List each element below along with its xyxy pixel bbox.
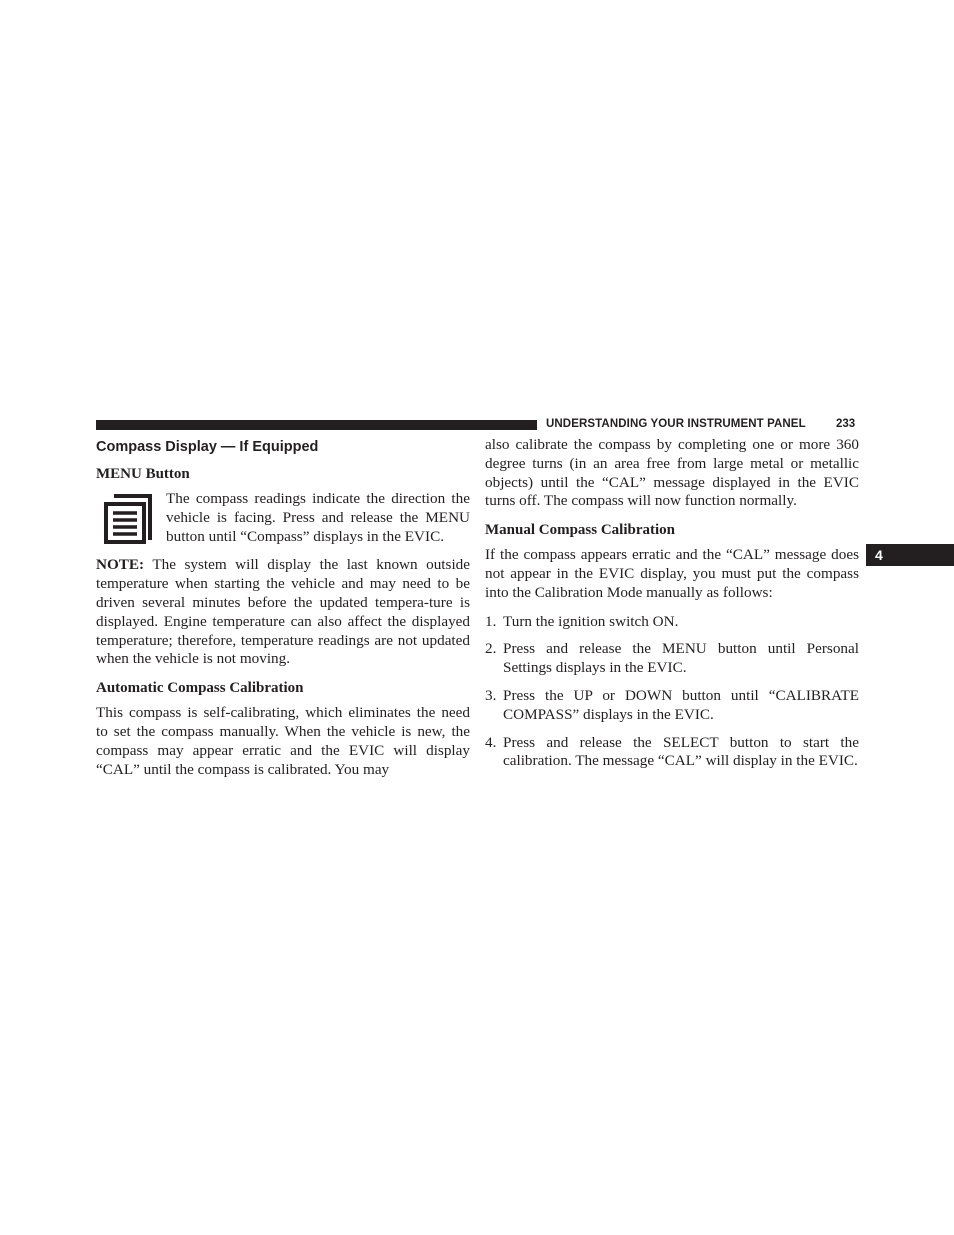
- auto-calibration-heading: Automatic Compass Calibration: [96, 680, 304, 697]
- auto-calibration-text: This compass is self-calibrating, which eliminates the need to set the compass manually. When the vehicle is new, the compass may appear erratic and the EVIC will display “CAL” until the compass is calibrated. You may: [96, 704, 470, 778]
- menu-button-text: The compass readings indicate the direction the vehicle is facing. Press and release the MENU button until “Compass” displays in the EVIC.: [166, 490, 470, 545]
- step-text: Press and release the MENU button until Personal Settings displays in the EVIC.: [503, 640, 859, 677]
- list-item: [485, 734, 859, 772]
- step-number: 4.: [485, 733, 497, 751]
- section-title: Compass Display — If Equipped: [96, 439, 319, 455]
- continued-text: also calibrate the compass by completing one or more 360 degree turns (in an area free from large metal or metallic objects) until the “CAL” message displayed in the EVIC turns off. The compass will now function normally.: [485, 436, 859, 510]
- step-number: 3.: [485, 686, 497, 704]
- page-number: 233: [836, 418, 856, 430]
- menu-document-icon: [100, 494, 154, 544]
- note-text: The system will display the last known outside temperature when starting the vehicle and may need to be driven several minutes before the updated tempera-ture is displayed. Engine temperature can also affect the displayed temperature; therefore, temperature readings are not updated when the vehicle is not moving.: [96, 556, 470, 668]
- note-paragraph: [96, 556, 470, 669]
- calibration-steps: [485, 613, 859, 772]
- chapter-tab: 4: [866, 544, 954, 566]
- list-item: [485, 687, 859, 725]
- manual-calibration-heading: Manual Compass Calibration: [485, 522, 676, 539]
- step-text: Press and release the SELECT button to start the calibration. The message “CAL” will display in the EVIC.: [503, 733, 859, 770]
- menu-button-block: [96, 490, 470, 546]
- list-item: [485, 640, 859, 678]
- step-text: Turn the ignition switch ON.: [503, 612, 679, 630]
- left-column: [96, 436, 470, 789]
- step-text: Press the UP or DOWN button until “CALIBRATE COMPASS” displays in the EVIC.: [503, 686, 859, 723]
- step-number: 2.: [485, 640, 497, 658]
- right-column: [485, 436, 859, 780]
- step-number: 1.: [485, 612, 497, 630]
- note-label: NOTE:: [96, 556, 145, 574]
- manual-calibration-intro: If the compass appears erratic and the “CAL” message does not appear in the EVIC display, you must put the compass into the Calibration Mode manually as follows:: [485, 546, 859, 601]
- list-item: [485, 613, 859, 632]
- running-header: UNDERSTANDING YOUR INSTRUMENT PANEL: [546, 418, 806, 430]
- menu-button-heading: MENU Button: [96, 466, 190, 482]
- header-rule: [96, 420, 537, 430]
